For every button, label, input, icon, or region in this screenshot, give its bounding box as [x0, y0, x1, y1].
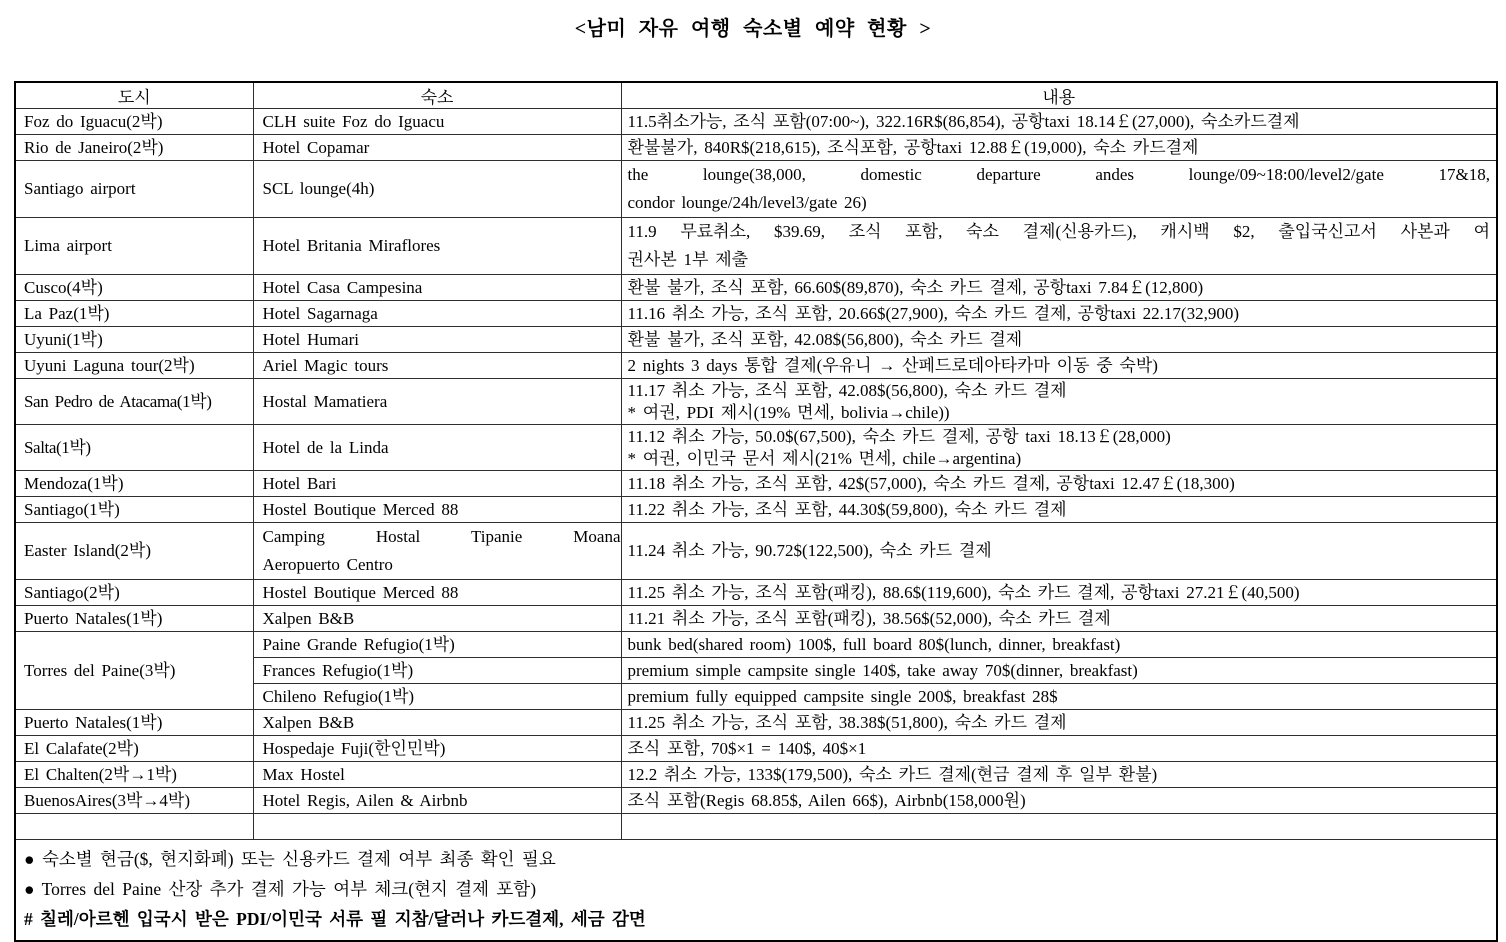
- cell-line: premium simple campsite single 140$, take away 70$(dinner, breakfast): [627, 661, 1138, 680]
- city-cell: [15, 606, 253, 632]
- cell-line: La Paz(1박): [24, 304, 110, 323]
- cell-line: Hotel de la Linda: [262, 438, 389, 457]
- content-cell: [621, 135, 1497, 161]
- cell-line: Paine Grande Refugio(1박): [262, 635, 455, 654]
- cell-line: 권사본 1부 제출: [627, 250, 749, 269]
- header-content: 내용: [621, 82, 1497, 109]
- content-cell: [621, 762, 1497, 788]
- note-line: ● 숙소별 현금($, 현지화폐) 또는 신용카드 결제 여부 최종 확인 필요: [24, 849, 556, 869]
- city-cell: [15, 497, 253, 523]
- notes-row: [15, 840, 1497, 942]
- city-cell: [15, 471, 253, 497]
- cell-line: 11.25 취소 가능, 조식 포함(패킹), 88.6$(119,600), 숙소 카드 결제, 공항taxi 27.21￡(40,500): [627, 583, 1300, 602]
- notes-cell: [15, 840, 1497, 942]
- hotel-cell: [253, 710, 621, 736]
- table-row: [15, 135, 1497, 161]
- cell-line: El Chalten(2박→1박): [24, 765, 177, 784]
- content-cell: [621, 580, 1497, 606]
- content-cell: [621, 814, 1497, 840]
- booking-table: [14, 81, 1498, 942]
- table-row: [15, 275, 1497, 301]
- hotel-cell: [253, 788, 621, 814]
- table-row: [15, 301, 1497, 327]
- cell-line: Hotel Casa Campesina: [262, 278, 423, 297]
- table-row: [15, 632, 1497, 658]
- cell-line: the lounge(38,000, domestic departure andes lounge/09~18:00/level2/gate 17&18,: [627, 165, 1490, 184]
- cell-line: Torres del Paine(3박): [24, 661, 176, 680]
- cell-line: Chileno Refugio(1박): [262, 687, 415, 706]
- content-cell: [621, 710, 1497, 736]
- hotel-cell: [253, 523, 621, 580]
- cell-line: Hotel Bari: [262, 474, 337, 493]
- cell-line: 11.24 취소 가능, 90.72$(122,500), 숙소 카드 결제: [627, 541, 992, 560]
- hotel-cell: [253, 109, 621, 135]
- content-cell: [621, 606, 1497, 632]
- city-cell: [15, 218, 253, 275]
- cell-line: Max Hostel: [262, 765, 345, 784]
- cell-line: Hotel Humari: [262, 330, 359, 349]
- cell-line: Mendoza(1박): [24, 474, 124, 493]
- cell-line: Santiago(1박): [24, 500, 120, 519]
- cell-line: Hotel Britania Miraflores: [262, 236, 441, 255]
- cell-line: Hotel Sagarnaga: [262, 304, 378, 323]
- hotel-cell: [253, 762, 621, 788]
- content-cell: [621, 218, 1497, 275]
- page-title: <남미 자유 여행 숙소별 예약 현황 >: [574, 18, 932, 40]
- cell-line: Cusco(4박): [24, 278, 103, 297]
- cell-line: 11.5취소가능, 조식 포함(07:00~), 322.16R$(86,854), 공항taxi 18.14￡(27,000), 숙소카드결제: [627, 112, 1300, 131]
- hotel-cell: [253, 135, 621, 161]
- cell-line: 환불 불가, 조식 포함, 66.60$(89,870), 숙소 카드 결제, 공항taxi 7.84￡(12,800): [627, 278, 1204, 297]
- cell-line: bunk bed(shared room) 100$, full board 80$(lunch, dinner, breakfast): [627, 635, 1121, 654]
- content-cell: [621, 523, 1497, 580]
- cell-line: Ariel Magic tours: [262, 356, 389, 375]
- cell-line: Easter Island(2박): [24, 541, 152, 560]
- cell-line: 11.16 취소 가능, 조식 포함, 20.66$(27,900), 숙소 카드 결제, 공항taxi 22.17(32,900): [627, 304, 1240, 323]
- content-cell: [621, 788, 1497, 814]
- cell-line: Hotel Regis, Ailen & Airbnb: [262, 791, 468, 810]
- cell-line: Aeropuerto Centro: [262, 555, 393, 574]
- table-row: [15, 814, 1497, 840]
- city-cell: [15, 523, 253, 580]
- cell-line: 11.9 무료취소, $39.69, 조식 포함, 숙소 결제(신용카드), 캐시백 $2, 출입국신고서 사본과 여: [627, 222, 1490, 241]
- cell-line: SCL lounge(4h): [262, 179, 375, 198]
- table-row: [15, 788, 1497, 814]
- hotel-cell: [253, 814, 621, 840]
- cell-line: Hostal Mamatiera: [262, 392, 388, 411]
- cell-line: Xalpen B&B: [262, 713, 355, 732]
- hotel-cell: [253, 161, 621, 218]
- cell-line: Frances Refugio(1박): [262, 661, 414, 680]
- content-cell: [621, 684, 1497, 710]
- content-cell: [621, 301, 1497, 327]
- hotel-cell: [253, 275, 621, 301]
- hotel-cell: [253, 471, 621, 497]
- cell-line: Santiago airport: [24, 179, 136, 198]
- cell-line: Hostel Boutique Merced 88: [262, 500, 459, 519]
- city-cell: [15, 580, 253, 606]
- cell-line: Camping Hostal Tipanie Moana: [262, 527, 621, 546]
- cell-line: * 여권, PDI 제시(19% 면세, bolivia→chile)): [627, 402, 950, 422]
- header-city: 도시: [15, 82, 253, 109]
- cell-line: 11.25 취소 가능, 조식 포함, 38.38$(51,800), 숙소 카드 결제: [627, 713, 1067, 732]
- table-row: [15, 710, 1497, 736]
- table-row: [15, 327, 1497, 353]
- city-cell: [15, 161, 253, 218]
- table-row: [15, 580, 1497, 606]
- hotel-cell: [253, 379, 621, 425]
- city-cell: [15, 135, 253, 161]
- cell-line: San Pedro de Atacama(1박): [24, 392, 212, 411]
- hotel-cell: [253, 327, 621, 353]
- city-cell: [15, 814, 253, 840]
- cell-line: Hospedaje Fuji(한인민박): [262, 739, 446, 758]
- table-row: [15, 425, 1497, 471]
- cell-line: 11.12 취소 가능, 50.0$(67,500), 숙소 카드 결제, 공항 taxi 18.13￡(28,000): [627, 426, 1171, 446]
- cell-line: CLH suite Foz do Iguacu: [262, 112, 445, 131]
- table-row: [15, 762, 1497, 788]
- content-cell: [621, 275, 1497, 301]
- content-cell: [621, 497, 1497, 523]
- cell-line: Foz do Iguacu(2박): [24, 112, 163, 131]
- table-row: [15, 736, 1497, 762]
- cell-line: 환불불가, 840R$(218,615), 조식포함, 공항taxi 12.88￡(19,000), 숙소 카드결제: [627, 138, 1199, 157]
- cell-line: 12.2 취소 가능, 133$(179,500), 숙소 카드 결제(현금 결제 후 일부 환불): [627, 765, 1158, 784]
- cell-line: 조식 포함(Regis 68.85$, Ailen 66$), Airbnb(158,000원): [627, 791, 1026, 810]
- table-row: [15, 161, 1497, 218]
- city-cell: [15, 788, 253, 814]
- hotel-cell: [253, 218, 621, 275]
- cell-line: 11.17 취소 가능, 조식 포함, 42.08$(56,800), 숙소 카드 결제: [627, 380, 1067, 400]
- hotel-cell: [253, 736, 621, 762]
- city-cell: [15, 632, 253, 710]
- hotel-cell: [253, 497, 621, 523]
- cell-line: Xalpen B&B: [262, 609, 355, 628]
- cell-line: Santiago(2박): [24, 583, 120, 602]
- cell-line: 11.22 취소 가능, 조식 포함, 44.30$(59,800), 숙소 카드 결제: [627, 500, 1067, 519]
- content-cell: [621, 658, 1497, 684]
- cell-line: Salta(1박): [24, 438, 91, 457]
- hotel-cell: [253, 658, 621, 684]
- hotel-cell: [253, 425, 621, 471]
- cell-line: 11.18 취소 가능, 조식 포함, 42$(57,000), 숙소 카드 결제, 공항taxi 12.47￡(18,300): [627, 474, 1235, 493]
- cell-line: Hotel Copamar: [262, 138, 370, 157]
- cell-line: Rio de Janeiro(2박): [24, 138, 164, 157]
- city-cell: [15, 736, 253, 762]
- hotel-cell: [253, 684, 621, 710]
- note-line: ● Torres del Paine 산장 추가 결제 가능 여부 체크(현지 결제 포함): [24, 879, 537, 899]
- cell-line: condor lounge/24h/level3/gate 26): [627, 193, 867, 212]
- cell-line: Puerto Natales(1박): [24, 609, 163, 628]
- content-cell: [621, 736, 1497, 762]
- cell-line: premium fully equipped campsite single 200$, breakfast 28$: [627, 687, 1058, 706]
- cell-line: Lima airport: [24, 236, 112, 255]
- header-row: [15, 82, 1497, 109]
- table-row: [15, 218, 1497, 275]
- table-row: [15, 606, 1497, 632]
- city-cell: [15, 425, 253, 471]
- hotel-cell: [253, 632, 621, 658]
- cell-line: Hostel Boutique Merced 88: [262, 583, 459, 602]
- table-row: [15, 497, 1497, 523]
- header-hotel: 숙소: [253, 82, 621, 109]
- hotel-cell: [253, 353, 621, 379]
- content-cell: [621, 425, 1497, 471]
- cell-line: El Calafate(2박): [24, 739, 139, 758]
- content-cell: [621, 379, 1497, 425]
- cell-line: 조식 포함, 70$×1 = 140$, 40$×1: [627, 739, 867, 758]
- cell-line: 환불 불가, 조식 포함, 42.08$(56,800), 숙소 카드 결제: [627, 330, 1023, 349]
- cell-line: 11.21 취소 가능, 조식 포함(패킹), 38.56$(52,000), 숙소 카드 결제: [627, 609, 1111, 628]
- cell-line: 2 nights 3 days 통합 결제(우유니 → 산페드로데아타카마 이동 중 숙박): [627, 356, 1158, 375]
- city-cell: [15, 379, 253, 425]
- content-cell: [621, 327, 1497, 353]
- content-cell: [621, 109, 1497, 135]
- cell-line: BuenosAires(3박→4박): [24, 791, 190, 810]
- content-cell: [621, 161, 1497, 218]
- content-cell: [621, 353, 1497, 379]
- city-cell: [15, 710, 253, 736]
- table-row: [15, 523, 1497, 580]
- city-cell: [15, 762, 253, 788]
- city-cell: [15, 109, 253, 135]
- cell-line: Uyuni(1박): [24, 330, 103, 349]
- city-cell: [15, 327, 253, 353]
- city-cell: [15, 353, 253, 379]
- table-row: [15, 379, 1497, 425]
- city-cell: [15, 275, 253, 301]
- hotel-cell: [253, 301, 621, 327]
- table-row: [15, 471, 1497, 497]
- table-row: [15, 353, 1497, 379]
- cell-line: Puerto Natales(1박): [24, 713, 163, 732]
- cell-line: Uyuni Laguna tour(2박): [24, 356, 195, 375]
- hotel-cell: [253, 606, 621, 632]
- content-cell: [621, 632, 1497, 658]
- cell-line: * 여권, 이민국 문서 제시(21% 면세, chile→argentina): [627, 448, 1022, 468]
- note-line: # 칠레/아르헨 입국시 받은 PDI/이민국 서류 필 지참/달러나 카드결제, 세금 감면: [24, 909, 646, 929]
- hotel-cell: [253, 580, 621, 606]
- content-cell: [621, 471, 1497, 497]
- table-row: [15, 109, 1497, 135]
- city-cell: [15, 301, 253, 327]
